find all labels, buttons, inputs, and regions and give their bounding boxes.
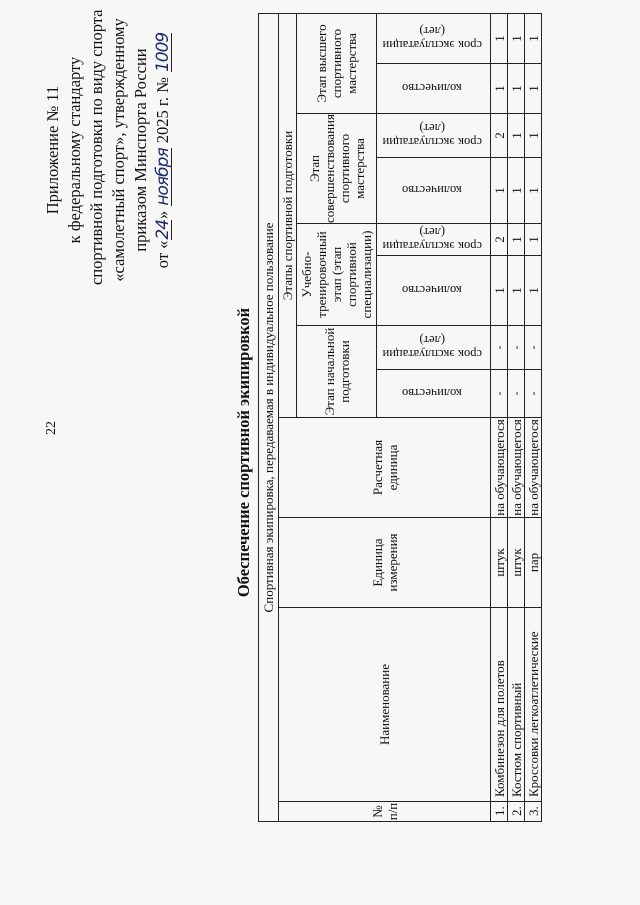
row-value: 1 <box>508 256 525 326</box>
group-header: Спортивная экипировка, передаваемая в индивидуальное пользование <box>259 14 279 822</box>
sub-qty-2: количество <box>377 256 491 326</box>
sub-qty-1: количество <box>377 370 491 418</box>
table-row <box>508 14 525 822</box>
appendix-date-line <box>152 15 174 285</box>
row-num: 3. <box>525 802 542 822</box>
row-value: 1 <box>525 14 542 64</box>
row-name: Комбинезон для полетов <box>491 608 508 802</box>
row-value: - <box>525 326 542 370</box>
row-value: 1 <box>491 256 508 326</box>
stage-header-1: Этап начальной подготовки <box>297 326 377 418</box>
row-unit: штук <box>508 518 525 608</box>
row-value: 1 <box>525 114 542 158</box>
appendix-line-1: Приложение № 11 <box>43 85 62 215</box>
table-stages-header-row <box>279 14 297 822</box>
row-value: - <box>508 370 525 418</box>
row-name: Костюм спортивный <box>508 608 525 802</box>
row-unit: пар <box>525 518 542 608</box>
row-value: 2 <box>491 224 508 256</box>
row-calc: на обучающегося <box>525 419 541 516</box>
sub-qty-3: количество <box>377 158 491 224</box>
stages-header: Этапы спортивной подготовки <box>279 14 297 418</box>
row-value: 1 <box>508 224 525 256</box>
row-value: 1 <box>508 14 525 64</box>
col-name-header: Наименование <box>279 608 491 802</box>
appendix-header <box>42 9 174 285</box>
date-month-handwritten: ноября <box>153 148 173 206</box>
row-value: 1 <box>508 64 525 114</box>
stage-header-4: Этап высшего спортивного мастерства <box>297 14 377 114</box>
date-prefix: от « <box>153 240 172 269</box>
appendix-line-3: спортивной подготовки по виду спорта <box>87 9 106 285</box>
appendix-line-4: «самолетный спорт», утвержденному <box>109 18 128 282</box>
row-value: - <box>491 326 508 370</box>
date-year: 2025 г. № <box>153 77 172 144</box>
col-calc-header: Расчетная единица <box>279 418 491 518</box>
row-calc: на обучающегося <box>491 419 507 516</box>
row-unit: штук <box>491 518 508 608</box>
row-value: - <box>491 370 508 418</box>
row-value: 1 <box>508 158 525 224</box>
row-num: 2. <box>508 802 525 822</box>
table-row <box>491 14 508 822</box>
table-row <box>525 14 542 822</box>
row-calc: на обучающегося <box>508 419 524 516</box>
table-group-header-row <box>259 14 279 822</box>
row-value: 1 <box>491 158 508 224</box>
row-value: 1 <box>525 64 542 114</box>
date-day-handwritten: 24 <box>153 219 173 240</box>
row-name: Кроссовки легкоатлетические <box>525 608 542 802</box>
row-value: 1 <box>491 14 508 64</box>
sub-term-2: срок эксплуатации (лет) <box>377 224 491 256</box>
row-value: 1 <box>508 114 525 158</box>
row-value: - <box>525 370 542 418</box>
row-value: 1 <box>525 224 542 256</box>
appendix-line-2: к федеральному стандарту <box>65 56 84 244</box>
sub-term-3: срок эксплуатации (лет) <box>377 114 491 158</box>
appendix-line-5: приказом Минспорта России <box>131 48 150 252</box>
order-number-handwritten: 1009 <box>153 32 173 73</box>
stage-header-3: Этап совершенствования спортивного мастерства <box>297 114 377 224</box>
stage-header-2: Учебно-тренировочный этап (этап спортивной специализации) <box>297 224 377 326</box>
sub-term-1: срок эксплуатации (лет) <box>377 326 491 370</box>
row-num: 1. <box>491 802 508 822</box>
row-value: - <box>508 326 525 370</box>
col-num-header: № п/п <box>279 802 491 822</box>
date-mid: » <box>153 210 172 219</box>
row-value: 1 <box>491 64 508 114</box>
row-value: 2 <box>491 114 508 158</box>
row-value: 1 <box>525 256 542 326</box>
document-title: Обеспечение спортивной экипировкой <box>234 307 253 598</box>
sub-qty-4: количество <box>377 64 491 114</box>
page-number: 22 <box>44 421 59 435</box>
row-value: 1 <box>525 158 542 224</box>
sub-term-4: срок эксплуатации (лет) <box>377 14 491 64</box>
equipment-table <box>258 13 542 822</box>
col-unit-header: Единица измерения <box>279 518 491 608</box>
